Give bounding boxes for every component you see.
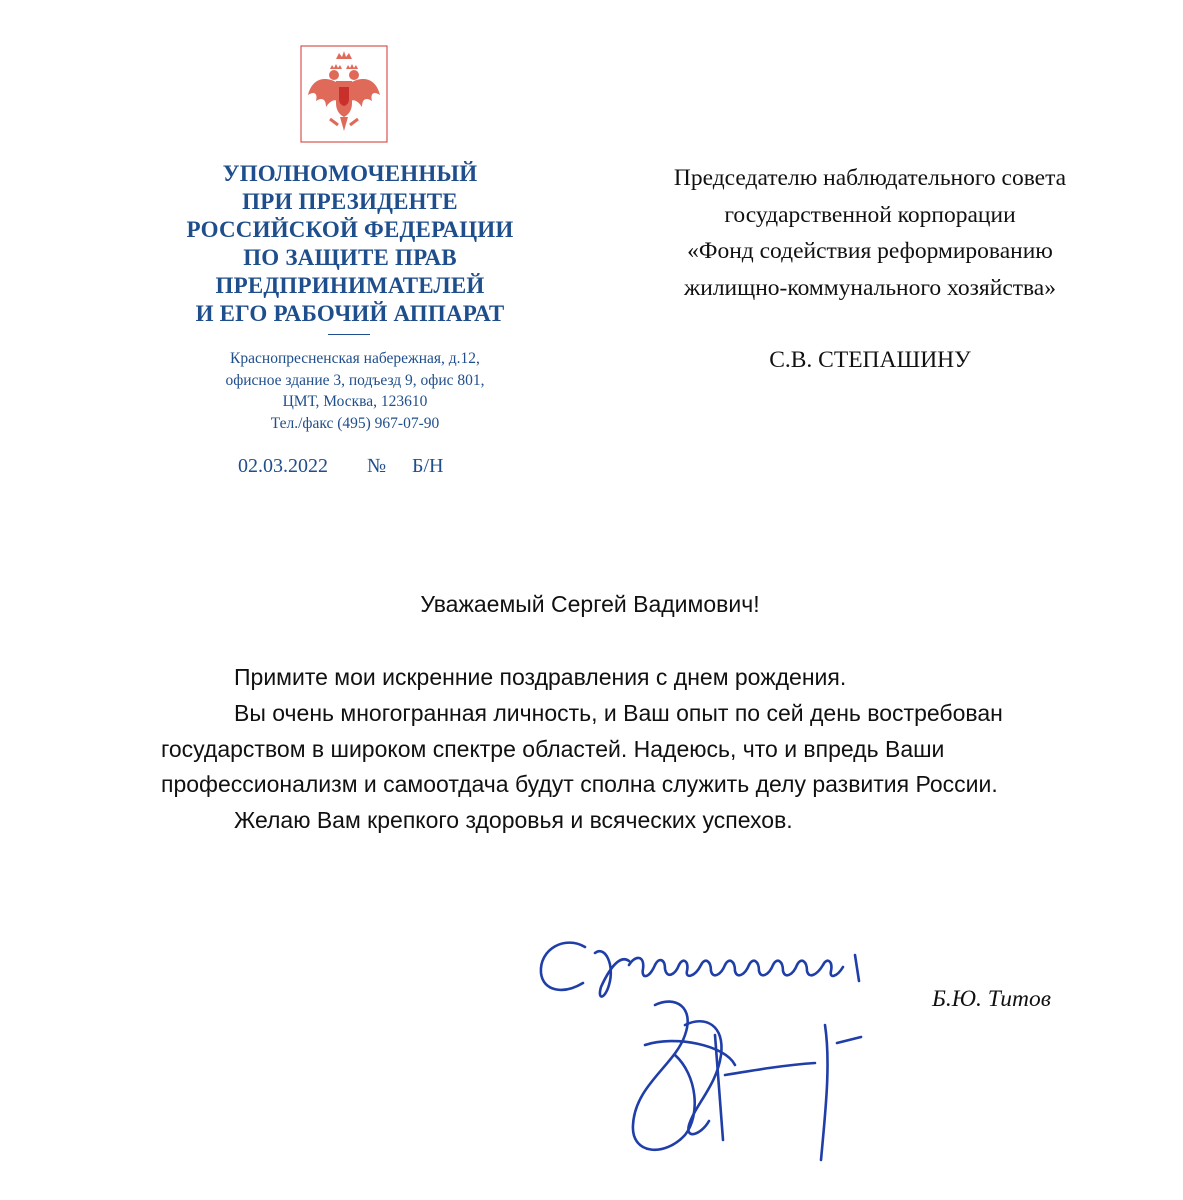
body-line: профессионализм и самоотдача будут сполна служить делу развития России.: [161, 771, 998, 798]
letter-greeting: Уважаемый Сергей Вадимович!: [420, 591, 760, 617]
org-line: ПРИ ПРЕЗИДЕНТЕ: [242, 189, 458, 214]
org-line: РОССИЙСКОЙ ФЕДЕРАЦИИ: [186, 217, 514, 242]
recipient-line: жилищно-коммунального хозяйства»: [684, 274, 1056, 301]
signer-name: Б.Ю. Титов: [932, 986, 1051, 1012]
handwritten-signature: [525, 925, 885, 1175]
org-line: ПО ЗАЩИТЕ ПРАВ: [243, 245, 457, 270]
org-line: ПРЕДПРИНИМАТЕЛЕЙ: [215, 273, 485, 298]
address-line: Тел./факс (495) 967-07-90: [270, 414, 440, 432]
address-line: офисное здание 3, подъезд 9, офис 801,: [225, 371, 485, 389]
recipient-line: «Фонд содействия реформированию: [687, 238, 1053, 264]
coat-of-arms-emblem: [300, 45, 388, 143]
organization-address: [180, 348, 530, 434]
document-number: Б/Н: [412, 455, 444, 477]
document-date: 02.03.2022: [238, 455, 328, 477]
letter-body: [161, 660, 1121, 839]
address-line: Краснопресненская набережная, д.12,: [230, 350, 480, 367]
recipient-line: государственной корпорации: [724, 201, 1016, 228]
number-sign: №: [367, 455, 387, 477]
body-line: Примите мои искренние поздравления с днем рождения.: [234, 664, 847, 690]
letterhead-divider: [328, 334, 370, 335]
body-line: Желаю Вам крепкого здоровья и всяческих успехов.: [234, 807, 793, 834]
recipient-block: [600, 160, 1140, 306]
address-line: ЦМТ, Москва, 123610: [282, 393, 428, 410]
recipient-line: Председателю наблюдательного совета: [673, 165, 1067, 191]
recipient-name: С.В. СТЕПАШИНУ: [769, 347, 971, 373]
body-line: Вы очень многогранная личность, и Ваш опыт по сей день востребован: [234, 699, 1003, 726]
organization-name: [150, 160, 550, 328]
body-line: государством в широком спектре областей. Надеюсь, что и впредь Ваши: [161, 735, 945, 762]
org-line: УПОЛНОМОЧЕННЫЙ: [222, 161, 478, 186]
org-line: И ЕГО РАБОЧИЙ АППАРАТ: [195, 301, 505, 326]
